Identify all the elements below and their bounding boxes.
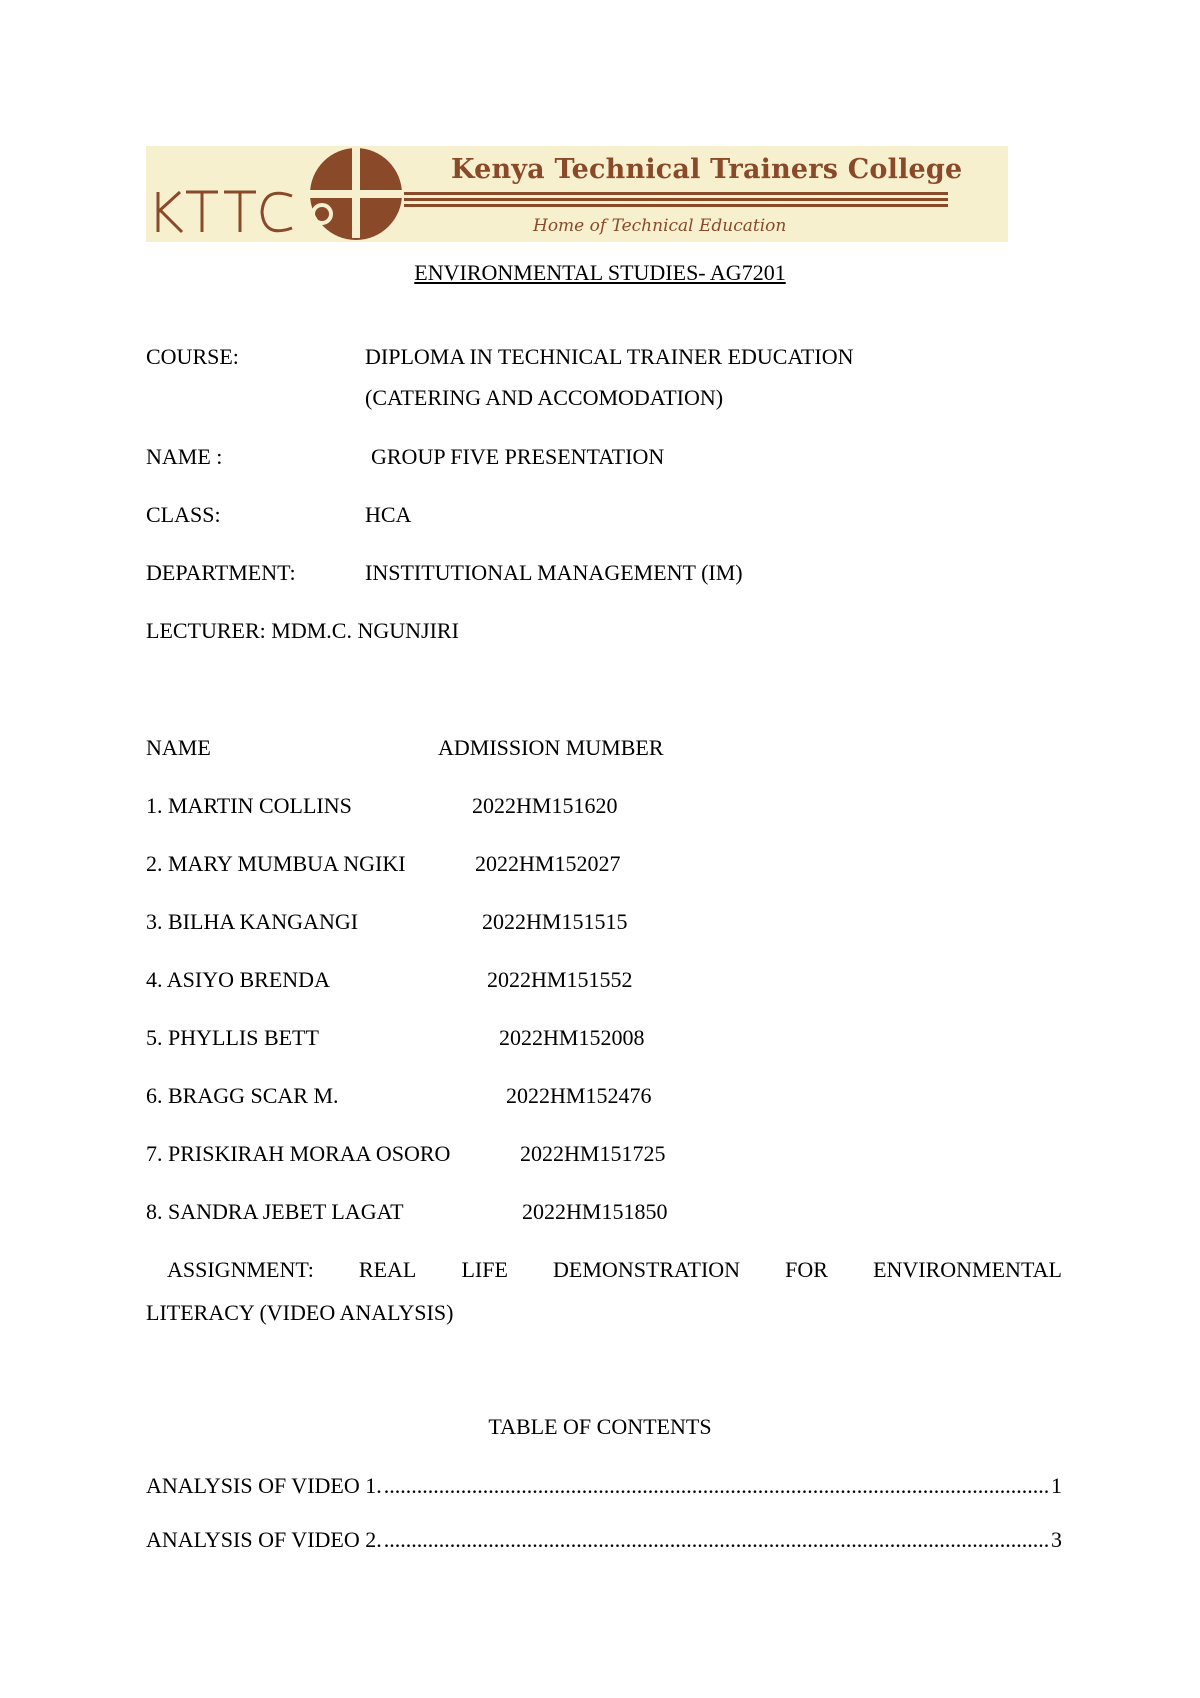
member-name: 3. BILHA KANGANGI <box>146 909 359 934</box>
member-admission: 2022HM151850 <box>522 1199 668 1224</box>
name-value: GROUP FIVE PRESENTATION <box>371 444 665 469</box>
assignment-word: DEMONSTRATION <box>553 1257 741 1282</box>
member-name: 6. BRAGG SCAR M. <box>146 1083 339 1108</box>
member-admission: 2022HM152476 <box>506 1083 652 1108</box>
members-header-name: NAME <box>146 735 211 760</box>
assignment-line1 <box>167 1259 1062 1281</box>
toc-title: TABLE OF CONTENTS <box>488 1414 712 1439</box>
member-admission: 2022HM151552 <box>487 967 633 992</box>
toc-entry[interactable] <box>146 1529 1062 1551</box>
department-label: DEPARTMENT: <box>146 560 296 585</box>
member-name: 7. PRISKIRAH MORAA OSORO <box>146 1141 451 1166</box>
toc-entry-label: ANALYSIS OF VIDEO 1. <box>146 1473 382 1498</box>
document-heading: ENVIRONMENTAL STUDIES- AG7201 <box>414 260 786 285</box>
college-name: Kenya Technical Trainers College <box>451 154 963 185</box>
toc-leader-dots <box>384 1475 1049 1497</box>
toc-leader-dots <box>384 1529 1049 1551</box>
course-value-line2: (CATERING AND ACCOMODATION) <box>365 385 724 410</box>
college-banner <box>146 146 1008 242</box>
assignment-word: ASSIGNMENT: <box>167 1257 314 1282</box>
member-name: 8. SANDRA JEBET LAGAT <box>146 1199 404 1224</box>
course-label: COURSE: <box>146 344 239 369</box>
name-label: NAME : <box>146 444 223 469</box>
member-admission: 2022HM151515 <box>482 909 628 934</box>
assignment-word: ENVIRONMENTAL <box>873 1257 1062 1282</box>
member-admission: 2022HM152027 <box>475 851 621 876</box>
member-name: 1. MARTIN COLLINS <box>146 793 352 818</box>
member-admission: 2022HM151725 <box>520 1141 666 1166</box>
class-value: HCA <box>365 502 412 527</box>
class-label: CLASS: <box>146 502 221 527</box>
lecturer-line: LECTURER: MDM.C. NGUNJIRI <box>146 618 459 643</box>
member-admission: 2022HM152008 <box>499 1025 645 1050</box>
course-value-line1: DIPLOMA IN TECHNICAL TRAINER EDUCATION <box>365 344 854 369</box>
assignment-word: FOR <box>785 1257 828 1282</box>
member-name: 5. PHYLLIS BETT <box>146 1025 319 1050</box>
members-header-admission: ADMISSION MUMBER <box>438 735 664 760</box>
toc-entry-label: ANALYSIS OF VIDEO 2. <box>146 1527 382 1552</box>
assignment-line2: LITERACY (VIDEO ANALYSIS) <box>146 1300 454 1325</box>
college-tagline: Home of Technical Education <box>533 216 787 236</box>
assignment-word: LIFE <box>461 1257 508 1282</box>
toc-entry[interactable] <box>146 1475 1062 1497</box>
department-value: INSTITUTIONAL MANAGEMENT (IM) <box>365 560 743 585</box>
member-admission: 2022HM151620 <box>472 793 618 818</box>
member-name: 4. ASIYO BRENDA <box>146 967 330 992</box>
member-name: 2. MARY MUMBUA NGIKI <box>146 851 406 876</box>
toc-entry-page: 1 <box>1051 1473 1062 1498</box>
assignment-word: REAL <box>358 1257 417 1282</box>
toc-entry-page: 3 <box>1051 1527 1062 1552</box>
